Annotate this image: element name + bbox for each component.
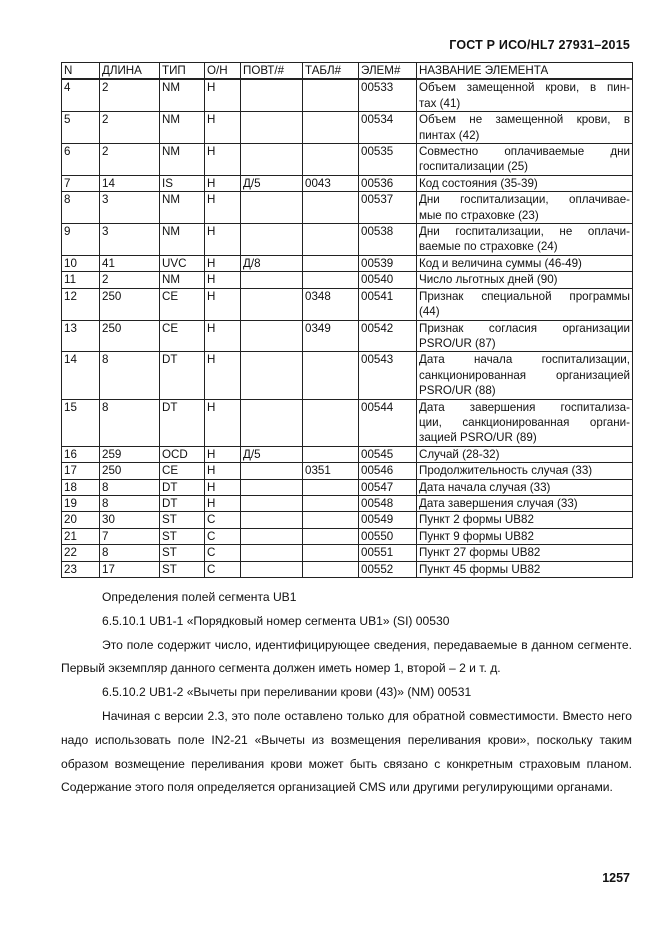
table-cell: 16	[62, 446, 100, 462]
table-cell: Н	[205, 446, 241, 462]
table-cell: 2	[100, 272, 160, 288]
table-cell	[303, 495, 359, 511]
table-cell: 00540	[359, 272, 417, 288]
table-cell: С	[205, 512, 241, 528]
table-cell: Д/8	[241, 255, 303, 271]
table-cell	[241, 479, 303, 495]
element-name-cell	[417, 479, 633, 495]
element-name-cell	[417, 512, 633, 528]
table-cell	[241, 112, 303, 144]
table-cell: 19	[62, 495, 100, 511]
element-name-line: Объем замещенной крови, в пин-	[419, 81, 630, 95]
table-cell: 00547	[359, 479, 417, 495]
segment-field-table	[61, 62, 633, 578]
table-cell: 8	[100, 352, 160, 399]
table-cell: 41	[100, 255, 160, 271]
paragraph-ub1-1: Это поле содержит число, идентифицирующее сведения, передаваемые в данном сегменте. Первый экземпляр данного сегмента должен иметь номер 1, второй – 2 и т. д.	[61, 637, 632, 676]
table-row	[62, 288, 633, 320]
table-cell: 00536	[359, 175, 417, 191]
table-cell	[303, 545, 359, 561]
table-cell: 250	[100, 320, 160, 352]
element-name-line: ваемые по страховке (24)	[419, 240, 558, 254]
table-cell: 10	[62, 255, 100, 271]
table-cell: ST	[160, 512, 205, 528]
table-cell: DT	[160, 495, 205, 511]
table-cell: 0348	[303, 288, 359, 320]
table-cell	[303, 446, 359, 462]
table-cell: 0043	[303, 175, 359, 191]
table-cell: 5	[62, 112, 100, 144]
table-row	[62, 112, 633, 144]
table-cell: Н	[205, 192, 241, 224]
table-cell: 22	[62, 545, 100, 561]
table-cell: 14	[100, 175, 160, 191]
element-name-cell	[417, 144, 633, 176]
element-name-cell	[417, 288, 633, 320]
table-cell	[241, 272, 303, 288]
table-cell	[303, 224, 359, 256]
table-cell: 17	[100, 561, 160, 577]
element-name-line: Дата завершения госпитализа-	[419, 400, 630, 414]
element-name-line: Дни госпитализации, не оплачи-	[419, 225, 630, 239]
table-row	[62, 512, 633, 528]
table-cell	[241, 192, 303, 224]
table-cell: 00535	[359, 144, 417, 176]
table-cell: Н	[205, 224, 241, 256]
table-cell: IS	[160, 175, 205, 191]
table-cell: 14	[62, 352, 100, 399]
table-cell: 9	[62, 224, 100, 256]
table-cell: NM	[160, 144, 205, 176]
table-cell	[303, 79, 359, 111]
table-cell: 7	[62, 175, 100, 191]
table-cell: 00539	[359, 255, 417, 271]
table-cell	[241, 545, 303, 561]
table-cell: 00538	[359, 224, 417, 256]
element-name-line: Совместно оплачиваемые дни	[419, 145, 630, 159]
element-name-line: зацией PSRO/UR (89)	[419, 431, 537, 445]
table-cell: Н	[205, 479, 241, 495]
document-header: ГОСТ Р ИСО/HL7 27931–2015	[449, 38, 630, 52]
table-cell	[303, 352, 359, 399]
table-cell: Д/5	[241, 446, 303, 462]
table-cell: 7	[100, 528, 160, 544]
table-cell: 0351	[303, 463, 359, 479]
table-row	[62, 224, 633, 256]
element-name-line: Пункт 9 формы UB82	[419, 529, 534, 543]
element-name-cell	[417, 561, 633, 577]
table-cell: ST	[160, 545, 205, 561]
table-cell: UVC	[160, 255, 205, 271]
table-header-row	[62, 63, 633, 80]
table-cell	[241, 495, 303, 511]
table-cell: 00548	[359, 495, 417, 511]
element-name-cell	[417, 255, 633, 271]
table-cell: 00542	[359, 320, 417, 352]
element-name-line: Пункт 2 формы UB82	[419, 513, 534, 527]
table-cell: Н	[205, 255, 241, 271]
table-cell: 23	[62, 561, 100, 577]
table-cell: 12	[62, 288, 100, 320]
table-cell: Н	[205, 463, 241, 479]
table-cell: CE	[160, 320, 205, 352]
table-row	[62, 255, 633, 271]
element-name-cell	[417, 463, 633, 479]
table-cell: 18	[62, 479, 100, 495]
table-cell: OCD	[160, 446, 205, 462]
table-cell: С	[205, 528, 241, 544]
table-cell: 250	[100, 288, 160, 320]
table-cell: Н	[205, 79, 241, 111]
element-name-line: мые по страховке (23)	[419, 208, 539, 222]
table-cell: 259	[100, 446, 160, 462]
table-cell: 21	[62, 528, 100, 544]
table-cell: 00541	[359, 288, 417, 320]
table-row	[62, 479, 633, 495]
table-cell: С	[205, 545, 241, 561]
table-cell	[303, 561, 359, 577]
table-cell: Д/5	[241, 175, 303, 191]
column-header: ПОВТ/#	[241, 63, 303, 80]
table-row	[62, 144, 633, 176]
table-row	[62, 545, 633, 561]
element-name-line: (44)	[419, 305, 440, 319]
table-row	[62, 561, 633, 577]
column-header: N	[62, 63, 100, 80]
table-row	[62, 528, 633, 544]
element-name-cell	[417, 272, 633, 288]
element-name-line: Продолжительность случая (33)	[419, 464, 593, 478]
table-cell: 4	[62, 79, 100, 111]
column-header: НАЗВАНИЕ ЭЛЕМЕНТА	[417, 63, 633, 80]
page-number: 1257	[602, 871, 630, 885]
table-cell: 00545	[359, 446, 417, 462]
table-cell: 8	[100, 495, 160, 511]
table-row	[62, 446, 633, 462]
element-name-line: Дата завершения случая (33)	[419, 496, 578, 510]
table-cell: NM	[160, 272, 205, 288]
table-cell: NM	[160, 192, 205, 224]
table-cell: 13	[62, 320, 100, 352]
element-name-cell	[417, 224, 633, 256]
table-cell: 00549	[359, 512, 417, 528]
table-cell: 2	[100, 79, 160, 111]
table-cell: Н	[205, 352, 241, 399]
table-cell: 00546	[359, 463, 417, 479]
body-text	[61, 586, 632, 800]
element-name-line: Пункт 27 формы UB82	[419, 546, 541, 560]
table-cell: Н	[205, 320, 241, 352]
element-name-line: Пункт 45 формы UB82	[419, 562, 541, 576]
element-name-cell	[417, 528, 633, 544]
table-cell: С	[205, 561, 241, 577]
element-name-cell	[417, 352, 633, 399]
table-row	[62, 463, 633, 479]
table-cell	[241, 463, 303, 479]
table-cell: NM	[160, 112, 205, 144]
table-cell: 20	[62, 512, 100, 528]
field-heading-ub1-1: 6.5.10.1 UB1-1 «Порядковый номер сегмента UB1» (SI) 00530	[102, 613, 450, 628]
table-cell: 17	[62, 463, 100, 479]
element-name-line: Код и величина суммы (46-49)	[419, 256, 582, 270]
element-name-cell	[417, 446, 633, 462]
table-cell	[241, 288, 303, 320]
element-name-line: Объем не замещенной крови, в	[419, 113, 630, 127]
table-cell: Н	[205, 495, 241, 511]
table-cell: 2	[100, 112, 160, 144]
table-cell	[241, 224, 303, 256]
element-name-line: PSRO/UR (88)	[419, 384, 496, 398]
table-cell: 00537	[359, 192, 417, 224]
table-cell	[241, 512, 303, 528]
table-cell: DT	[160, 479, 205, 495]
table-cell: Н	[205, 175, 241, 191]
table-row	[62, 192, 633, 224]
element-name-line: Число льготных дней (90)	[419, 273, 558, 287]
element-name-line: Признак специальной программы	[419, 289, 630, 303]
field-heading-ub1-2: 6.5.10.2 UB1-2 «Вычеты при переливании крови (43)» (NM) 00531	[102, 685, 472, 700]
table-cell: 15	[62, 399, 100, 446]
element-name-cell	[417, 112, 633, 144]
element-name-cell	[417, 495, 633, 511]
column-header: ТАБЛ#	[303, 63, 359, 80]
element-name-cell	[417, 399, 633, 446]
table-cell: 30	[100, 512, 160, 528]
table-cell	[303, 192, 359, 224]
table-cell	[303, 255, 359, 271]
table-cell: NM	[160, 79, 205, 111]
element-name-cell	[417, 192, 633, 224]
element-name-line: Дата начала госпитализации,	[419, 353, 630, 367]
table-cell: ST	[160, 528, 205, 544]
element-name-line: PSRO/UR (87)	[419, 336, 496, 350]
table-cell: 00551	[359, 545, 417, 561]
table-cell: DT	[160, 352, 205, 399]
table-cell: Н	[205, 272, 241, 288]
table-cell	[303, 528, 359, 544]
table-cell: Н	[205, 288, 241, 320]
table-row	[62, 175, 633, 191]
table-body	[62, 79, 633, 577]
table-row	[62, 352, 633, 399]
table-cell	[241, 144, 303, 176]
table-cell: 00533	[359, 79, 417, 111]
element-name-line: госпитализации (25)	[419, 160, 529, 174]
element-name-line: Признак согласия организации	[419, 321, 630, 335]
table-cell	[303, 399, 359, 446]
table-cell: 8	[62, 192, 100, 224]
element-name-line: Случай (28-32)	[419, 447, 500, 461]
table-row	[62, 320, 633, 352]
table-cell	[241, 528, 303, 544]
table-cell	[303, 512, 359, 528]
element-name-line: пинтах (42)	[419, 128, 480, 142]
table-cell	[241, 561, 303, 577]
table-cell: Н	[205, 144, 241, 176]
table-cell: 2	[100, 144, 160, 176]
table-cell: 8	[100, 479, 160, 495]
table-cell: CE	[160, 288, 205, 320]
element-name-line: Дни госпитализации, оплачивае-	[419, 193, 630, 207]
element-name-line: Дата начала случая (33)	[419, 480, 551, 494]
section-heading: Определения полей сегмента UB1	[102, 590, 297, 604]
table-row	[62, 399, 633, 446]
table-cell: NM	[160, 224, 205, 256]
element-name-line: тах (41)	[419, 96, 461, 110]
table-row	[62, 79, 633, 111]
table-cell	[303, 112, 359, 144]
column-header: ТИП	[160, 63, 205, 80]
table-cell: CE	[160, 463, 205, 479]
table-cell	[241, 399, 303, 446]
table-cell: 3	[100, 224, 160, 256]
table-cell	[241, 79, 303, 111]
element-name-line: санкционированная организацией	[419, 368, 630, 382]
table-cell: 00552	[359, 561, 417, 577]
element-name-cell	[417, 545, 633, 561]
table-cell: 00543	[359, 352, 417, 399]
table-cell: DT	[160, 399, 205, 446]
table-cell	[303, 272, 359, 288]
table-cell: 0349	[303, 320, 359, 352]
table-row	[62, 495, 633, 511]
table-cell: 00544	[359, 399, 417, 446]
table-cell: 11	[62, 272, 100, 288]
table-cell: 8	[100, 545, 160, 561]
column-header: ЭЛЕМ#	[359, 63, 417, 80]
column-header: ДЛИНА	[100, 63, 160, 80]
table-cell: 00550	[359, 528, 417, 544]
element-name-cell	[417, 175, 633, 191]
table-cell: 250	[100, 463, 160, 479]
element-name-cell	[417, 320, 633, 352]
table-cell: 3	[100, 192, 160, 224]
table-cell	[303, 144, 359, 176]
table-cell: Н	[205, 399, 241, 446]
table-cell: 6	[62, 144, 100, 176]
table-cell: Н	[205, 112, 241, 144]
element-name-cell	[417, 79, 633, 111]
table-cell: ST	[160, 561, 205, 577]
table-cell	[241, 320, 303, 352]
element-name-line: Код состояния (35-39)	[419, 176, 538, 190]
paragraph-ub1-2: Начиная с версии 2.3, это поле оставлено только для обратной совместимости. Вместо него надо использовать поле IN2-21 «Вычеты из возмещения переливания крови», поскольку таким образом возмещение переливания крови может быть связано с конкретным страховым планом. Содержание этого поля определяется организацией CMS или другими регулирующими органами.	[61, 708, 632, 795]
table-cell	[241, 352, 303, 399]
column-header: О/Н	[205, 63, 241, 80]
table-cell	[303, 479, 359, 495]
table-cell: 00534	[359, 112, 417, 144]
table-cell: 8	[100, 399, 160, 446]
table-row	[62, 272, 633, 288]
element-name-line: ции, санкционированная органи-	[419, 415, 630, 429]
